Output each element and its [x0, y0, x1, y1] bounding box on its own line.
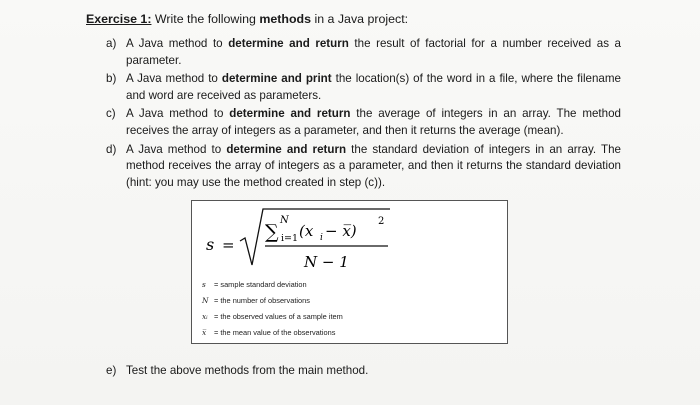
exercise-item-b: [106, 71, 621, 104]
item-text-post: the location(s) of the word in a file, where the filename and word are received as parameters.: [126, 72, 621, 102]
exercise-heading: [86, 12, 408, 26]
legend-row: [202, 309, 343, 325]
formula-power: 2: [378, 216, 385, 227]
item-text: Test the above methods from the main method.: [126, 364, 369, 377]
heading-text-after: in a Java project:: [311, 12, 409, 26]
formula-lower-limit: i=1: [281, 233, 299, 244]
legend-symbol: x̅: [202, 328, 207, 337]
exercise-item-e: [106, 364, 368, 377]
legend-symbol: N: [202, 296, 209, 305]
heading-text-before: Write the following: [151, 12, 260, 26]
formula-term-subscript: i: [320, 233, 323, 243]
item-label: e): [106, 364, 117, 377]
formula-upper-limit: N: [280, 215, 289, 226]
formula-term: (x: [299, 222, 314, 240]
legend-text: = the observed values of a sample item: [214, 312, 343, 321]
item-text-post: the standard deviation of integers in an array. The method receives the array of integers as a parameter, and then it returns the standard deviation (hint: you may use the method created in step (c)).: [126, 142, 621, 189]
legend-symbol: s: [202, 280, 206, 289]
exercise-label: Exercise 1:: [86, 12, 152, 26]
exercise-item-a: [106, 36, 621, 69]
legend-symbol: xᵢ: [202, 312, 208, 321]
item-text-bold: determine and return: [226, 142, 347, 156]
heading-bold-word: methods: [259, 12, 311, 26]
legend-row: [202, 293, 343, 309]
legend-text: = the number of observations: [214, 296, 310, 305]
exercise-item-d: [106, 142, 621, 192]
legend-text: = the mean value of the observations: [214, 328, 336, 337]
formula-lhs: s: [206, 235, 215, 254]
item-text-pre: A Java method to: [126, 37, 229, 50]
item-text-post: the result of factorial for a number received as a parameter.: [126, 37, 622, 67]
exercise-item-list: [106, 36, 621, 193]
item-text-pre: A Java method to: [126, 72, 222, 86]
formula-legend: [202, 277, 343, 341]
legend-row: [202, 325, 343, 341]
item-text-pre: A Java method to: [126, 142, 227, 156]
exercise-item-c: [106, 106, 621, 139]
item-text-bold: determine and return: [229, 107, 351, 121]
item-label: d): [106, 142, 117, 156]
item-text-pre: A Java method to: [126, 107, 230, 121]
item-text-bold: determine and print: [221, 72, 332, 86]
item-text-bold: determine and return: [228, 37, 349, 50]
formula-sigma: ∑: [265, 221, 279, 243]
formula-denominator: N − 1: [304, 253, 349, 271]
legend-text: = sample standard deviation: [214, 280, 307, 289]
legend-row: [202, 277, 343, 293]
item-label: c): [106, 107, 116, 121]
item-label: b): [106, 72, 117, 86]
formula-minus-mean: − x̅): [325, 222, 357, 240]
formula-equals: =: [222, 236, 235, 254]
standard-deviation-formula-box: [191, 200, 508, 344]
item-label: a): [106, 37, 117, 50]
item-text-post: the average of integers in an array. The method receives the array of integers as a parameter, and then it returns the average (mean).: [126, 107, 621, 137]
